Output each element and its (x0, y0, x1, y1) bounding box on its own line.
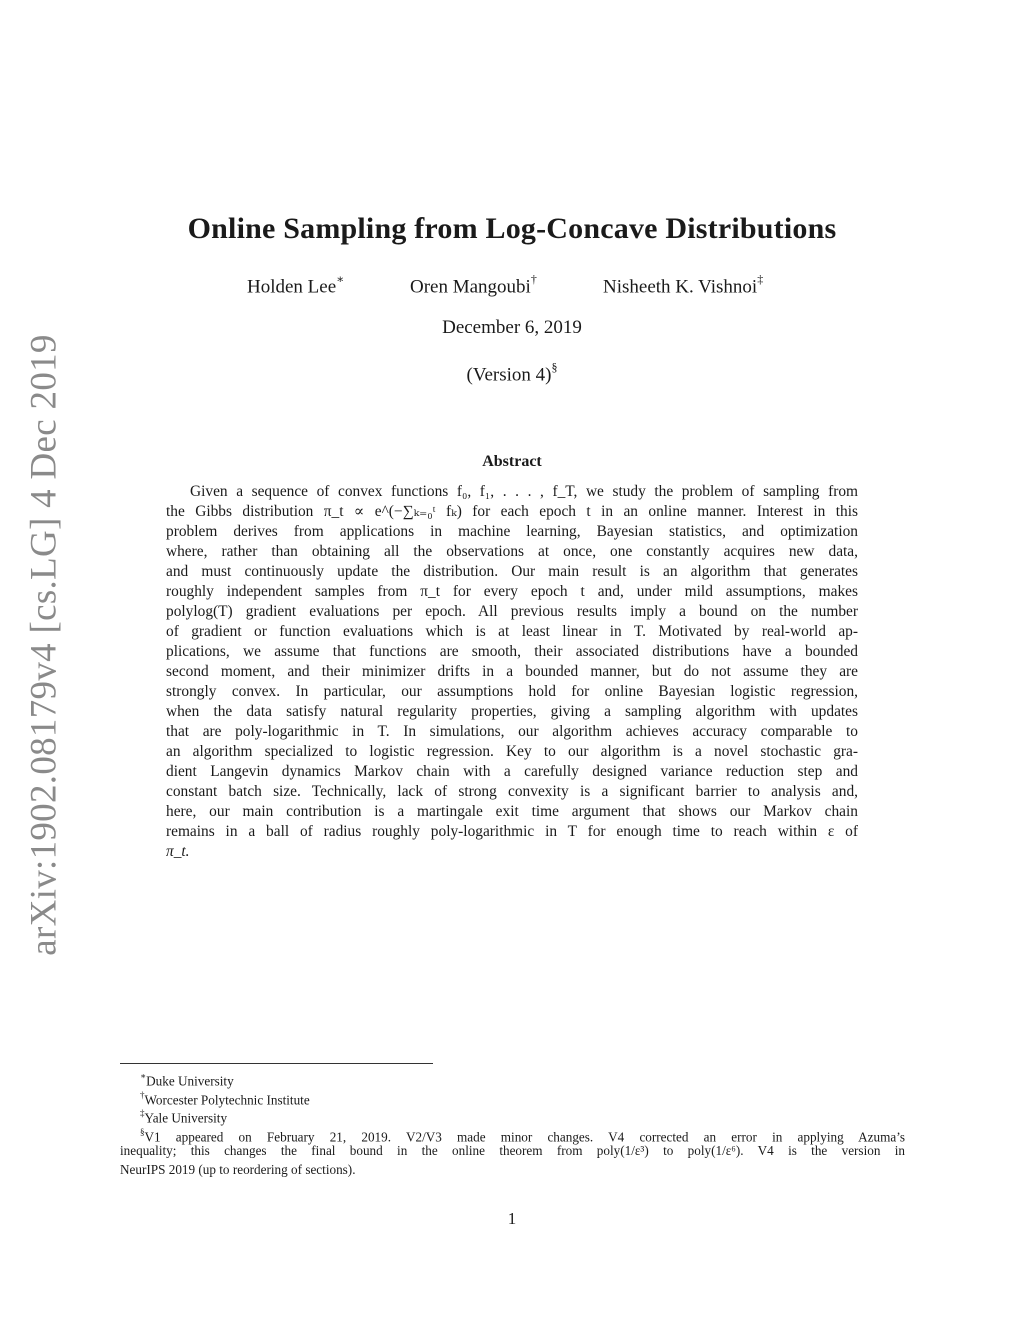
author-nisheeth-vishnoi (603, 274, 763, 298)
abstract-line: that are poly-logarithmic in T. In simulations, our algorithm achieves accuracy comparable to (166, 723, 858, 740)
arxiv-identifier: arXiv:1902.08179v4 [cs.LG] 4 Dec 2019 (23, 334, 65, 956)
footnote-mark: † (140, 1089, 145, 1100)
abstract-line: problem derives from applications in machine learning, Bayesian statistics, and optimization (166, 523, 858, 540)
abstract-line: an algorithm specialized to logistic regression. Key to our algorithm is a novel stochastic gra- (166, 743, 858, 760)
footnotes (120, 1068, 905, 1179)
version-label (0, 362, 1024, 386)
author-name: Oren Mangoubi (410, 276, 531, 298)
footnote-affiliation (120, 1105, 905, 1124)
author-affiliation-mark: † (530, 272, 537, 286)
footnote-affiliation (120, 1087, 905, 1106)
footnote-affiliation (120, 1068, 905, 1087)
abstract-line: where, rather than obtaining all the observations at once, one constantly acquires new data, (166, 543, 858, 560)
footnote-text: Duke University (146, 1073, 234, 1089)
author-holden-lee (247, 274, 344, 298)
abstract-line: constant batch size. Technically, lack of strong convexity is a significant barrier to analysis and, (166, 783, 858, 800)
author-name: Nisheeth K. Vishnoi (603, 276, 758, 298)
page-number: 1 (507, 1209, 517, 1228)
paper-title: Online Sampling from Log-Concave Distributions (187, 212, 837, 245)
footnote-mark: ‡ (140, 1108, 145, 1118)
footnote-divider (120, 1063, 433, 1064)
abstract-line: here, our main contribution is a martingale exit time argument that shows our Markov chain (166, 803, 858, 820)
footnote-mark: § (140, 1126, 145, 1137)
footnote-text: V1 appeared on February 21, 2019. V2/V3 made minor changes. V4 corrected an error in applying Azuma’s (144, 1128, 905, 1144)
author-oren-mangoubi (410, 274, 537, 298)
footnote-version-note (120, 1124, 905, 1143)
abstract-line: strongly convex. In particular, our assumptions hold for online Bayesian logistic regression, (166, 683, 858, 700)
author-affiliation-mark: ∗ (336, 272, 345, 286)
abstract-line: and must continuously update the distribution. Our main result is an algorithm that generates (166, 563, 858, 580)
author-list (0, 274, 1024, 302)
abstract-body (166, 482, 858, 862)
publication-date: December 6, 2019 (442, 317, 582, 338)
abstract-line: plications, we assume that functions are smooth, their associated distributions have a bounded (166, 643, 858, 660)
abstract-heading: Abstract (482, 453, 542, 470)
abstract-line: remains in a ball of radius roughly poly-logarithmic in T for enough time to reach within ε of (166, 823, 858, 840)
abstract-line: polylog(T) gradient evaluations per epoch. All previous results imply a bound on the number (166, 603, 858, 620)
author-affiliation-mark: ‡ (757, 272, 764, 286)
version-footnote-mark: § (551, 360, 558, 374)
abstract-line: when the data satisfy natural regularity properties, giving a sampling algorithm with updates (166, 703, 858, 720)
abstract-line: π_t. (166, 843, 190, 860)
author-name: Holden Lee (247, 276, 337, 298)
abstract-line: of gradient or function evaluations which is at least linear in T. Motivated by real-world ap- (166, 623, 858, 640)
footnote-text: Worcester Polytechnic Institute (144, 1091, 310, 1107)
footnote-version-note: inequality; this changes the final bound in the online theorem from poly(1/ε³) to poly(1/ε⁶). V4 is the version in (120, 1143, 905, 1158)
abstract-line: Given a sequence of convex functions f₀, f₁, . . . , f_T, we study the problem of sampling from (190, 483, 858, 500)
footnote-version-note: NeurIPS 2019 (up to reordering of sections). (120, 1161, 356, 1177)
abstract-line: dient Langevin dynamics Markov chain with a carefully designed variance reduction step and (166, 763, 858, 780)
footnote-mark: ∗ (140, 1071, 147, 1081)
abstract-line: second moment, and their minimizer drifts in a bounded manner, but do not assume they are (166, 663, 858, 680)
footnote-text: Yale University (144, 1110, 228, 1126)
abstract-line: the Gibbs distribution π_t ∝ e^(−∑ₖ₌₀ᵗ fₖ) for each epoch t in an online manner. Interest in this (166, 503, 858, 520)
version-text: (Version 4) (466, 364, 552, 386)
abstract-line: roughly independent samples from π_t for every epoch t and, under mild assumptions, makes (166, 583, 858, 600)
